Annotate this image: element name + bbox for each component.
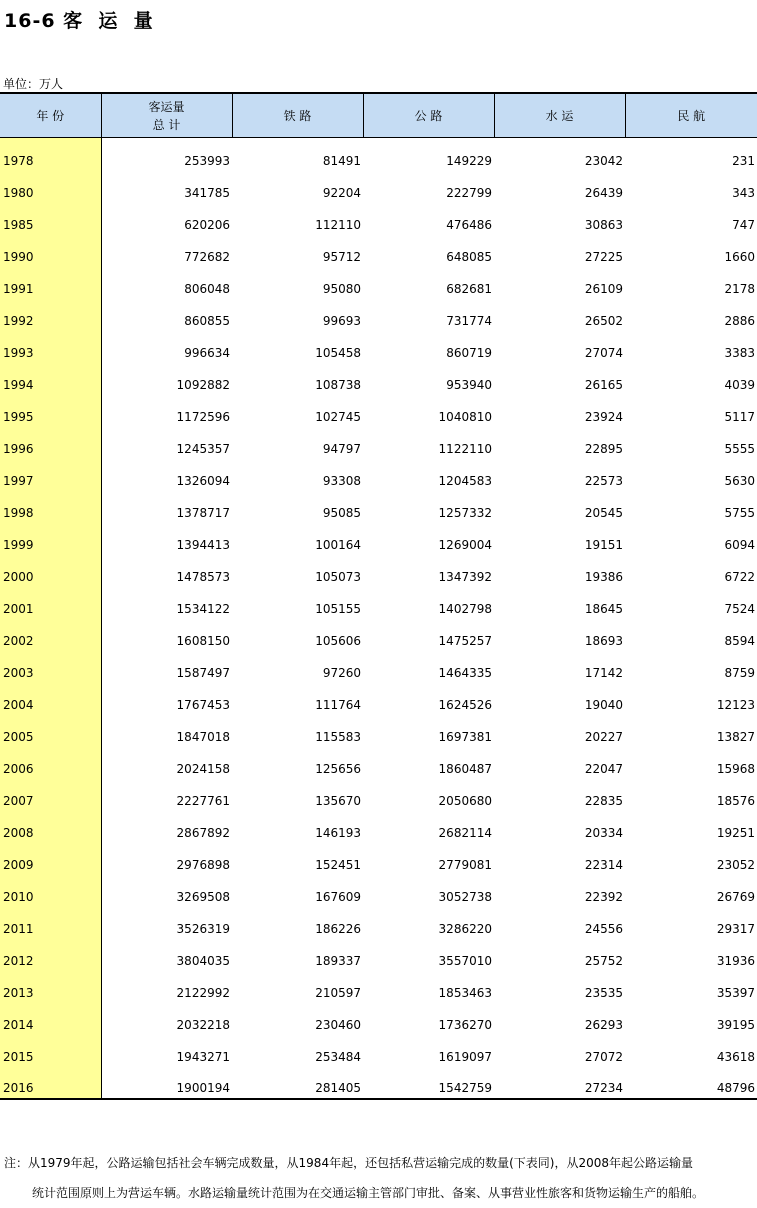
railway-cell: 253484 xyxy=(232,1035,363,1067)
railway-cell: 125656 xyxy=(232,747,363,779)
waterway-cell: 23535 xyxy=(494,971,625,1003)
aviation-cell: 747 xyxy=(625,203,757,235)
total-cell: 2976898 xyxy=(101,843,232,875)
footnote-line-1: 注：从1979年起，公路运输包括社会车辆完成数量，从1984年起，还包括私营运输完成的数量(下表同)，从2008年起公路运输量 xyxy=(4,1156,693,1170)
header-label-line2: 总 计 xyxy=(102,116,232,134)
highway-cell: 1860487 xyxy=(363,747,494,779)
railway-cell: 99693 xyxy=(232,299,363,331)
waterway-cell: 17142 xyxy=(494,651,625,683)
waterway-cell: 25752 xyxy=(494,939,625,971)
waterway-cell: 26109 xyxy=(494,267,625,299)
waterway-cell: 18693 xyxy=(494,619,625,651)
aviation-cell: 5755 xyxy=(625,491,757,523)
waterway-cell: 26502 xyxy=(494,299,625,331)
waterway-cell: 19386 xyxy=(494,555,625,587)
table-row xyxy=(0,907,757,939)
header-civil-aviation xyxy=(625,93,757,138)
highway-cell: 1347392 xyxy=(363,555,494,587)
table-row xyxy=(0,171,757,203)
table-row xyxy=(0,459,757,491)
waterway-cell: 26165 xyxy=(494,363,625,395)
table-row xyxy=(0,138,757,171)
aviation-cell: 35397 xyxy=(625,971,757,1003)
highway-cell: 1257332 xyxy=(363,491,494,523)
railway-cell: 135670 xyxy=(232,779,363,811)
railway-cell: 105458 xyxy=(232,331,363,363)
header-highway xyxy=(363,93,494,138)
header-year xyxy=(0,93,101,138)
table-row xyxy=(0,235,757,267)
table-row xyxy=(0,523,757,555)
railway-cell: 100164 xyxy=(232,523,363,555)
table-row xyxy=(0,811,757,843)
highway-cell: 149229 xyxy=(363,138,494,171)
waterway-cell: 20227 xyxy=(494,715,625,747)
total-cell: 1608150 xyxy=(101,619,232,651)
year-cell: 2004 xyxy=(0,683,101,715)
total-cell: 860855 xyxy=(101,299,232,331)
year-cell: 1993 xyxy=(0,331,101,363)
waterway-cell: 23042 xyxy=(494,138,625,171)
table-row xyxy=(0,587,757,619)
highway-cell: 731774 xyxy=(363,299,494,331)
highway-cell: 3286220 xyxy=(363,907,494,939)
table-row xyxy=(0,555,757,587)
table-row xyxy=(0,363,757,395)
total-cell: 2032218 xyxy=(101,1003,232,1035)
year-cell: 1996 xyxy=(0,427,101,459)
aviation-cell: 39195 xyxy=(625,1003,757,1035)
railway-cell: 105073 xyxy=(232,555,363,587)
table-row xyxy=(0,1035,757,1067)
railway-cell: 105606 xyxy=(232,619,363,651)
railway-cell: 146193 xyxy=(232,811,363,843)
table-row xyxy=(0,395,757,427)
total-cell: 2122992 xyxy=(101,971,232,1003)
waterway-cell: 26293 xyxy=(494,1003,625,1035)
total-cell: 1847018 xyxy=(101,715,232,747)
header-railway xyxy=(232,93,363,138)
total-cell: 1943271 xyxy=(101,1035,232,1067)
aviation-cell: 8594 xyxy=(625,619,757,651)
passenger-table-container xyxy=(0,92,757,1100)
highway-cell: 1542759 xyxy=(363,1067,494,1099)
aviation-cell: 43618 xyxy=(625,1035,757,1067)
table-row xyxy=(0,843,757,875)
aviation-cell: 5630 xyxy=(625,459,757,491)
aviation-cell: 6094 xyxy=(625,523,757,555)
year-cell: 2006 xyxy=(0,747,101,779)
passenger-traffic-table xyxy=(0,92,757,1100)
waterway-cell: 24556 xyxy=(494,907,625,939)
year-cell: 1995 xyxy=(0,395,101,427)
railway-cell: 97260 xyxy=(232,651,363,683)
highway-cell: 1122110 xyxy=(363,427,494,459)
total-cell: 1378717 xyxy=(101,491,232,523)
highway-cell: 1736270 xyxy=(363,1003,494,1035)
highway-cell: 222799 xyxy=(363,171,494,203)
highway-cell: 1464335 xyxy=(363,651,494,683)
table-row xyxy=(0,875,757,907)
aviation-cell: 29317 xyxy=(625,907,757,939)
highway-cell: 648085 xyxy=(363,235,494,267)
year-cell: 2002 xyxy=(0,619,101,651)
total-cell: 620206 xyxy=(101,203,232,235)
table-row xyxy=(0,299,757,331)
highway-cell: 2779081 xyxy=(363,843,494,875)
year-cell: 1980 xyxy=(0,171,101,203)
table-row xyxy=(0,619,757,651)
highway-cell: 682681 xyxy=(363,267,494,299)
total-cell: 1767453 xyxy=(101,683,232,715)
header-label: 民 航 xyxy=(626,107,757,125)
table-header xyxy=(0,93,757,138)
waterway-cell: 27074 xyxy=(494,331,625,363)
aviation-cell: 23052 xyxy=(625,843,757,875)
year-cell: 1978 xyxy=(0,138,101,171)
waterway-cell: 18645 xyxy=(494,587,625,619)
table-body xyxy=(0,138,757,1099)
railway-cell: 186226 xyxy=(232,907,363,939)
waterway-cell: 22835 xyxy=(494,779,625,811)
total-cell: 1534122 xyxy=(101,587,232,619)
aviation-cell: 48796 xyxy=(625,1067,757,1099)
table-title: 16-6 客 运 量 xyxy=(4,6,154,33)
table-row xyxy=(0,427,757,459)
railway-cell: 230460 xyxy=(232,1003,363,1035)
header-label: 公 路 xyxy=(364,107,494,125)
highway-cell: 3557010 xyxy=(363,939,494,971)
railway-cell: 115583 xyxy=(232,715,363,747)
highway-cell: 2682114 xyxy=(363,811,494,843)
year-cell: 2001 xyxy=(0,587,101,619)
total-cell: 1172596 xyxy=(101,395,232,427)
highway-cell: 1475257 xyxy=(363,619,494,651)
total-cell: 806048 xyxy=(101,267,232,299)
total-cell: 341785 xyxy=(101,171,232,203)
waterway-cell: 30863 xyxy=(494,203,625,235)
railway-cell: 112110 xyxy=(232,203,363,235)
total-cell: 1587497 xyxy=(101,651,232,683)
year-cell: 2005 xyxy=(0,715,101,747)
year-cell: 1998 xyxy=(0,491,101,523)
year-cell: 2014 xyxy=(0,1003,101,1035)
aviation-cell: 5117 xyxy=(625,395,757,427)
railway-cell: 167609 xyxy=(232,875,363,907)
waterway-cell: 26439 xyxy=(494,171,625,203)
highway-cell: 476486 xyxy=(363,203,494,235)
footnote-line-2: 统计范围原则上为营运车辆。水路运输量统计范围为在交通运输主管部门审批、备案、从事营业性旅客和货物运输生产的船舶。 xyxy=(4,1178,757,1208)
header-row xyxy=(0,93,757,138)
highway-cell: 1402798 xyxy=(363,587,494,619)
railway-cell: 81491 xyxy=(232,138,363,171)
table-row xyxy=(0,971,757,1003)
table-row xyxy=(0,491,757,523)
railway-cell: 95080 xyxy=(232,267,363,299)
railway-cell: 105155 xyxy=(232,587,363,619)
table-row xyxy=(0,779,757,811)
table-row xyxy=(0,939,757,971)
railway-cell: 111764 xyxy=(232,683,363,715)
aviation-cell: 6722 xyxy=(625,555,757,587)
railway-cell: 95712 xyxy=(232,235,363,267)
aviation-cell: 8759 xyxy=(625,651,757,683)
table-row xyxy=(0,747,757,779)
railway-cell: 93308 xyxy=(232,459,363,491)
aviation-cell: 4039 xyxy=(625,363,757,395)
highway-cell: 1040810 xyxy=(363,395,494,427)
waterway-cell: 22392 xyxy=(494,875,625,907)
table-row xyxy=(0,651,757,683)
year-cell: 2008 xyxy=(0,811,101,843)
unit-label: 单位：万人 xyxy=(3,75,63,92)
aviation-cell: 2178 xyxy=(625,267,757,299)
table-row xyxy=(0,203,757,235)
waterway-cell: 23924 xyxy=(494,395,625,427)
aviation-cell: 2886 xyxy=(625,299,757,331)
year-cell: 2003 xyxy=(0,651,101,683)
highway-cell: 1697381 xyxy=(363,715,494,747)
railway-cell: 94797 xyxy=(232,427,363,459)
highway-cell: 860719 xyxy=(363,331,494,363)
total-cell: 3526319 xyxy=(101,907,232,939)
aviation-cell: 343 xyxy=(625,171,757,203)
year-cell: 2007 xyxy=(0,779,101,811)
aviation-cell: 231 xyxy=(625,138,757,171)
year-cell: 1985 xyxy=(0,203,101,235)
highway-cell: 3052738 xyxy=(363,875,494,907)
aviation-cell: 5555 xyxy=(625,427,757,459)
total-cell: 2867892 xyxy=(101,811,232,843)
total-cell: 996634 xyxy=(101,331,232,363)
total-cell: 1245357 xyxy=(101,427,232,459)
waterway-cell: 19040 xyxy=(494,683,625,715)
total-cell: 1394413 xyxy=(101,523,232,555)
aviation-cell: 18576 xyxy=(625,779,757,811)
aviation-cell: 15968 xyxy=(625,747,757,779)
year-cell: 1990 xyxy=(0,235,101,267)
total-cell: 2024158 xyxy=(101,747,232,779)
table-row xyxy=(0,331,757,363)
waterway-cell: 20545 xyxy=(494,491,625,523)
total-cell: 772682 xyxy=(101,235,232,267)
year-cell: 1992 xyxy=(0,299,101,331)
highway-cell: 2050680 xyxy=(363,779,494,811)
year-cell: 2009 xyxy=(0,843,101,875)
header-waterway xyxy=(494,93,625,138)
waterway-cell: 22895 xyxy=(494,427,625,459)
total-cell: 1478573 xyxy=(101,555,232,587)
railway-cell: 210597 xyxy=(232,971,363,1003)
aviation-cell: 19251 xyxy=(625,811,757,843)
highway-cell: 1619097 xyxy=(363,1035,494,1067)
table-row xyxy=(0,1067,757,1099)
total-cell: 2227761 xyxy=(101,779,232,811)
waterway-cell: 22573 xyxy=(494,459,625,491)
year-cell: 2015 xyxy=(0,1035,101,1067)
highway-cell: 1204583 xyxy=(363,459,494,491)
waterway-cell: 19151 xyxy=(494,523,625,555)
total-cell: 3804035 xyxy=(101,939,232,971)
highway-cell: 1269004 xyxy=(363,523,494,555)
table-row xyxy=(0,1003,757,1035)
waterway-cell: 27234 xyxy=(494,1067,625,1099)
waterway-cell: 20334 xyxy=(494,811,625,843)
year-cell: 2000 xyxy=(0,555,101,587)
waterway-cell: 22047 xyxy=(494,747,625,779)
header-total xyxy=(101,93,232,138)
waterway-cell: 22314 xyxy=(494,843,625,875)
railway-cell: 281405 xyxy=(232,1067,363,1099)
aviation-cell: 26769 xyxy=(625,875,757,907)
railway-cell: 189337 xyxy=(232,939,363,971)
header-label: 客运量 xyxy=(102,98,232,116)
year-cell: 2011 xyxy=(0,907,101,939)
aviation-cell: 3383 xyxy=(625,331,757,363)
aviation-cell: 1660 xyxy=(625,235,757,267)
highway-cell: 1624526 xyxy=(363,683,494,715)
railway-cell: 95085 xyxy=(232,491,363,523)
total-cell: 1326094 xyxy=(101,459,232,491)
total-cell: 1900194 xyxy=(101,1067,232,1099)
table-row xyxy=(0,715,757,747)
highway-cell: 1853463 xyxy=(363,971,494,1003)
year-cell: 1997 xyxy=(0,459,101,491)
waterway-cell: 27225 xyxy=(494,235,625,267)
header-label: 年 份 xyxy=(0,107,101,125)
highway-cell: 953940 xyxy=(363,363,494,395)
year-cell: 2016 xyxy=(0,1067,101,1099)
total-cell: 253993 xyxy=(101,138,232,171)
table-row xyxy=(0,267,757,299)
year-cell: 2013 xyxy=(0,971,101,1003)
waterway-cell: 27072 xyxy=(494,1035,625,1067)
aviation-cell: 13827 xyxy=(625,715,757,747)
railway-cell: 108738 xyxy=(232,363,363,395)
aviation-cell: 31936 xyxy=(625,939,757,971)
total-cell: 1092882 xyxy=(101,363,232,395)
aviation-cell: 7524 xyxy=(625,587,757,619)
railway-cell: 102745 xyxy=(232,395,363,427)
header-label: 铁 路 xyxy=(233,107,363,125)
header-label: 水 运 xyxy=(495,107,625,125)
railway-cell: 92204 xyxy=(232,171,363,203)
railway-cell: 152451 xyxy=(232,843,363,875)
total-cell: 3269508 xyxy=(101,875,232,907)
year-cell: 2010 xyxy=(0,875,101,907)
footnote xyxy=(4,1148,757,1208)
year-cell: 2012 xyxy=(0,939,101,971)
aviation-cell: 12123 xyxy=(625,683,757,715)
year-cell: 1999 xyxy=(0,523,101,555)
year-cell: 1991 xyxy=(0,267,101,299)
year-cell: 1994 xyxy=(0,363,101,395)
table-row xyxy=(0,683,757,715)
